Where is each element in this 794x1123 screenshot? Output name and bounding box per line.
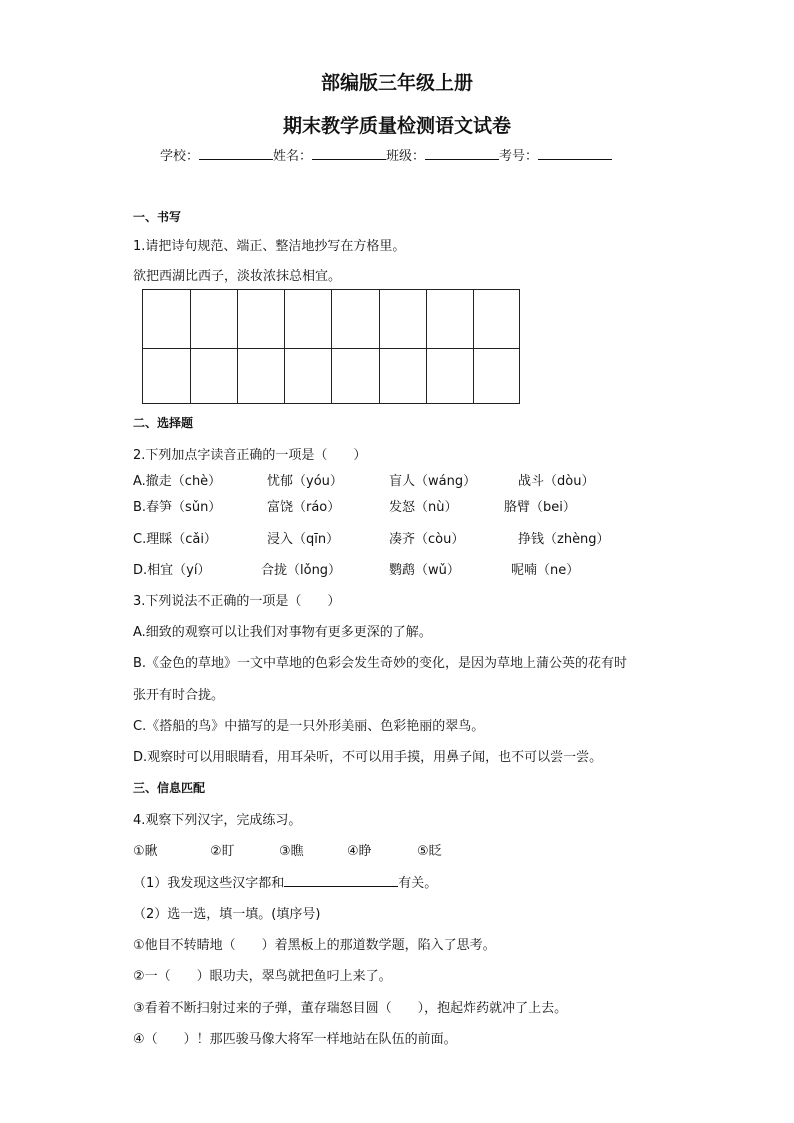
char-item: ③瞧 [279,844,304,859]
question-4: 4.观察下列汉字，完成练习。 [133,813,302,828]
option-a-word: 战斗（dòu） [518,474,595,489]
class-blank[interactable] [425,147,499,160]
option-c-word: 凑齐（còu） [389,532,465,547]
fill-sentence-1[interactable]: ①他目不转睛地（ ）着黑板上的那道数学题，陷入了思考。 [133,938,496,953]
option-b-word: 发怒（nù） [389,500,458,515]
option-a[interactable]: A.撤走（chè） [133,474,222,489]
option-d[interactable]: D.相宜（yí） [133,563,211,578]
option-c-word: 挣钱（zhèng） [518,532,610,547]
option-d-word: 合拢（lǒng） [261,563,342,578]
option-a-word: 盲人（wáng） [389,474,477,489]
name-blank[interactable] [312,147,386,160]
question-3: 3.下列说法不正确的一项是（ ） [133,594,341,609]
char-item: ⑤眨 [417,844,442,859]
school-blank[interactable] [199,147,273,160]
student-info-line [160,145,612,164]
question-2: 2.下列加点字读音正确的一项是（ ） [133,448,367,463]
option-b-word: 胳臂（bei） [504,500,576,515]
option-c[interactable]: C.理睬（cǎi） [133,532,217,547]
option-d-word: 鹦鹉（wǔ） [389,563,460,578]
fill-sentence-4[interactable]: ④（ ）！那匹骏马像大将军一样地站在队伍的前面。 [133,1032,457,1047]
question-1: 1.请把诗句规范、端正、整洁地抄写在方格里。 [133,239,406,254]
number-label: 考号： [499,149,539,164]
option-d-word: 呢喃（ne） [511,563,580,578]
answer-blank[interactable] [284,874,398,887]
sub-question-1: （1）我发现这些汉字都和 有关。 [133,876,438,891]
class-label: 班级： [386,149,426,164]
sub-question-2: （2）选一选，填一填。(填序号) [133,907,321,922]
question-3-option-d[interactable]: D.观察时可以用眼睛看，用耳朵听，不可以用手摸，用鼻子闻，也不可以尝一尝。 [133,750,603,765]
school-label: 学校： [160,149,200,164]
fill-sentence-2[interactable]: ②一（ ）眼功夫，翠鸟就把鱼叼上来了。 [133,969,392,984]
poem-line: 欲把西湖比西子，淡妆浓抹总相宜。 [133,269,342,284]
section-heading: 三、信息匹配 [133,781,206,795]
section-heading: 一、书写 [133,210,182,224]
char-item: ④睁 [347,844,372,859]
option-b-word: 富饶（ráo） [267,500,341,515]
question-3-option-c[interactable]: C.《搭船的鸟》中描写的是一只外形美丽、色彩艳丽的翠鸟。 [133,719,485,734]
option-a-word: 忧郁（yóu） [267,474,343,489]
question-3-option-a[interactable]: A.细致的观察可以让我们对事物有更多更深的了解。 [133,625,432,640]
question-3-option-b[interactable]: B.《金色的草地》一文中草地的色彩会发生奇妙的变化，是因为草地上蒲公英的花有时 [133,656,628,671]
char-item: ②盯 [210,844,235,859]
writing-grid[interactable] [142,289,520,404]
fill-sentence-3[interactable]: ③看着不断扫射过来的子弹，董存瑞怒目圆（ ），抱起炸药就冲了上去。 [133,1001,568,1016]
paper-subtitle: 期末教学质量检测语文试卷 [282,115,511,137]
name-label: 姓名： [273,149,313,164]
question-3-option-b-cont: 张开有时合拢。 [133,688,225,703]
section-heading: 二、选择题 [133,416,194,430]
option-b[interactable]: B.春笋（sǔn） [133,500,222,515]
option-c-word: 浸入（qīn） [267,532,340,547]
char-item: ①瞅 [133,844,158,859]
paper-title: 部编版三年级上册 [320,72,473,94]
number-blank[interactable] [538,147,612,160]
